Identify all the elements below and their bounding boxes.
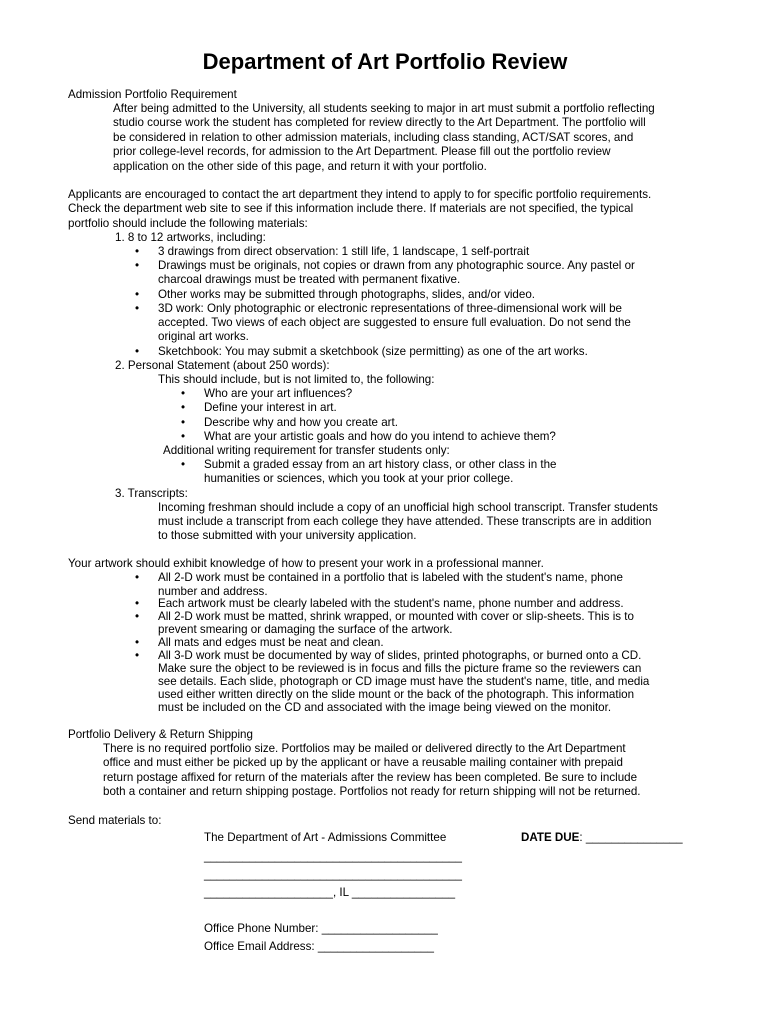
list-item: • 3 drawings from direct observation: 1 still life, 1 landscape, 1 self-portrait	[158, 245, 529, 259]
delivery-line: office and must either be picked up by the applicant or have a reusable mailing container with prepaid	[103, 756, 623, 769]
list-item-cont: see details. Each slide, photograph or CD image must have the student's name, title, and media	[158, 675, 650, 688]
city-state-blank: ____________________, IL ________________	[204, 886, 456, 899]
item-1-label: 1. 8 to 12 artworks, including:	[115, 231, 266, 244]
list-item: • Sketchbook: You may submit a sketchbook (size permitting) as one of the art works.	[158, 345, 588, 359]
delivery-heading: Portfolio Delivery & Return Shipping	[68, 728, 253, 741]
item-2-label: 2. Personal Statement (about 250 words):	[115, 359, 330, 372]
applicants-line: Check the department web site to see if this information include there. If materials are not specified, the typical	[68, 202, 634, 215]
list-item-cont: charcoal drawings must be treated with permanent fixative.	[158, 273, 461, 286]
artwork-intro: Your artwork should exhibit knowledge of how to present your work in a professional manner.	[68, 557, 544, 570]
list-item: • Drawings must be originals, not copies or drawn from any photographic source. Any pastel or	[158, 259, 635, 273]
list-item: • Who are your art influences?	[204, 387, 352, 401]
transcripts-line: must include a transcript from each college they have attended. These transcripts are in addition	[158, 515, 652, 528]
admission-line: be considered in relation to other admission materials, including class standing, ACT/SAT scores, and	[113, 131, 634, 144]
list-item: • All 2-D work must be matted, shrink wrapped, or mounted with cover or slip-sheets. This is to	[158, 610, 634, 624]
address-blank: ________________________________________	[204, 868, 462, 881]
list-item: • Describe why and how you create art.	[204, 416, 398, 430]
list-item: • Submit a graded essay from an art history class, or other class in the	[204, 458, 556, 472]
transcripts-line: to those submitted with your university application.	[158, 529, 417, 542]
list-item-cont: Make sure the object to be reviewed is in focus and fills the picture frame so the reviewers can	[158, 662, 642, 675]
list-item: • Define your interest in art.	[204, 401, 337, 415]
list-item: • All mats and edges must be neat and clean.	[158, 636, 384, 650]
office-phone: Office Phone Number: __________________	[204, 922, 438, 935]
delivery-line: return postage affixed for return of the materials after the review has been completed. Be sure to include	[103, 771, 638, 784]
applicants-line: Applicants are encouraged to contact the art department they intend to apply to for specific portfolio requirements.	[68, 188, 652, 201]
list-item: • What are your artistic goals and how do you intend to achieve them?	[204, 430, 556, 444]
list-item-cont: prevent smearing or damaging the surface of the artwork.	[158, 623, 453, 636]
admission-line: application on the other side of this page, and return it with your portfolio.	[113, 160, 487, 173]
delivery-line: both a container and return shipping postage. Portfolios not ready for return shipping will not be returned.	[103, 785, 641, 798]
list-item-cont: used either written directly on the slide mount or the back of the photograph. This information	[158, 688, 635, 701]
item-2-intro: This should include, but is not limited to, the following:	[158, 373, 435, 386]
transcripts-line: Incoming freshman should include a copy of an unofficial high school transcript. Transfer students	[158, 501, 658, 514]
send-label: Send materials to:	[68, 814, 162, 827]
list-item: • Each artwork must be clearly labeled with the student's name, phone number and address.	[158, 597, 624, 611]
list-item-cont: original art works.	[158, 330, 249, 343]
applicants-line: portfolio should include the following materials:	[68, 217, 308, 230]
date-due-field: : _______________	[579, 831, 683, 844]
list-item: • Other works may be submitted through photographs, slides, and/or video.	[158, 288, 535, 302]
list-item-cont: humanities or sciences, which you took at your prior college.	[204, 472, 514, 485]
list-item: • 3D work: Only photographic or electronic representations of three-dimensional work will be	[158, 302, 622, 316]
list-item-cont: must be included on the CD and associated with the image being viewed on the monitor.	[158, 701, 612, 714]
admission-line: prior college-level records, for admission to the Art Department. Please fill out the portfolio review	[113, 145, 611, 158]
admission-line: After being admitted to the University, all students seeking to major in art must submit a portfolio reflecting	[113, 102, 655, 115]
date-due-label: DATE DUE	[521, 831, 580, 844]
item-3-label: 3. Transcripts:	[115, 487, 188, 500]
list-item-cont: number and address.	[158, 585, 268, 598]
transfer-requirement: Additional writing requirement for transfer students only:	[163, 444, 450, 457]
committee-name: The Department of Art - Admissions Committee	[204, 831, 447, 844]
date-due	[521, 831, 683, 845]
admission-line: studio course work the student has completed for review directly to the Art Department. The portfolio will	[113, 116, 646, 129]
list-item: • All 3-D work must be documented by way of slides, printed photographs, or burned onto a CD.	[158, 649, 641, 663]
office-email: Office Email Address: __________________	[204, 940, 434, 953]
list-item-cont: accepted. Two views of each object are suggested to ensure full evaluation. Do not send the	[158, 316, 631, 329]
page-title: Department of Art Portfolio Review	[202, 49, 568, 74]
delivery-line: There is no required portfolio size. Portfolios may be mailed or delivered directly to the Art Department	[103, 742, 626, 755]
admission-heading: Admission Portfolio Requirement	[68, 88, 237, 101]
address-blank: ________________________________________	[204, 850, 462, 863]
list-item: • All 2-D work must be contained in a portfolio that is labeled with the student's name, phone	[158, 571, 623, 585]
